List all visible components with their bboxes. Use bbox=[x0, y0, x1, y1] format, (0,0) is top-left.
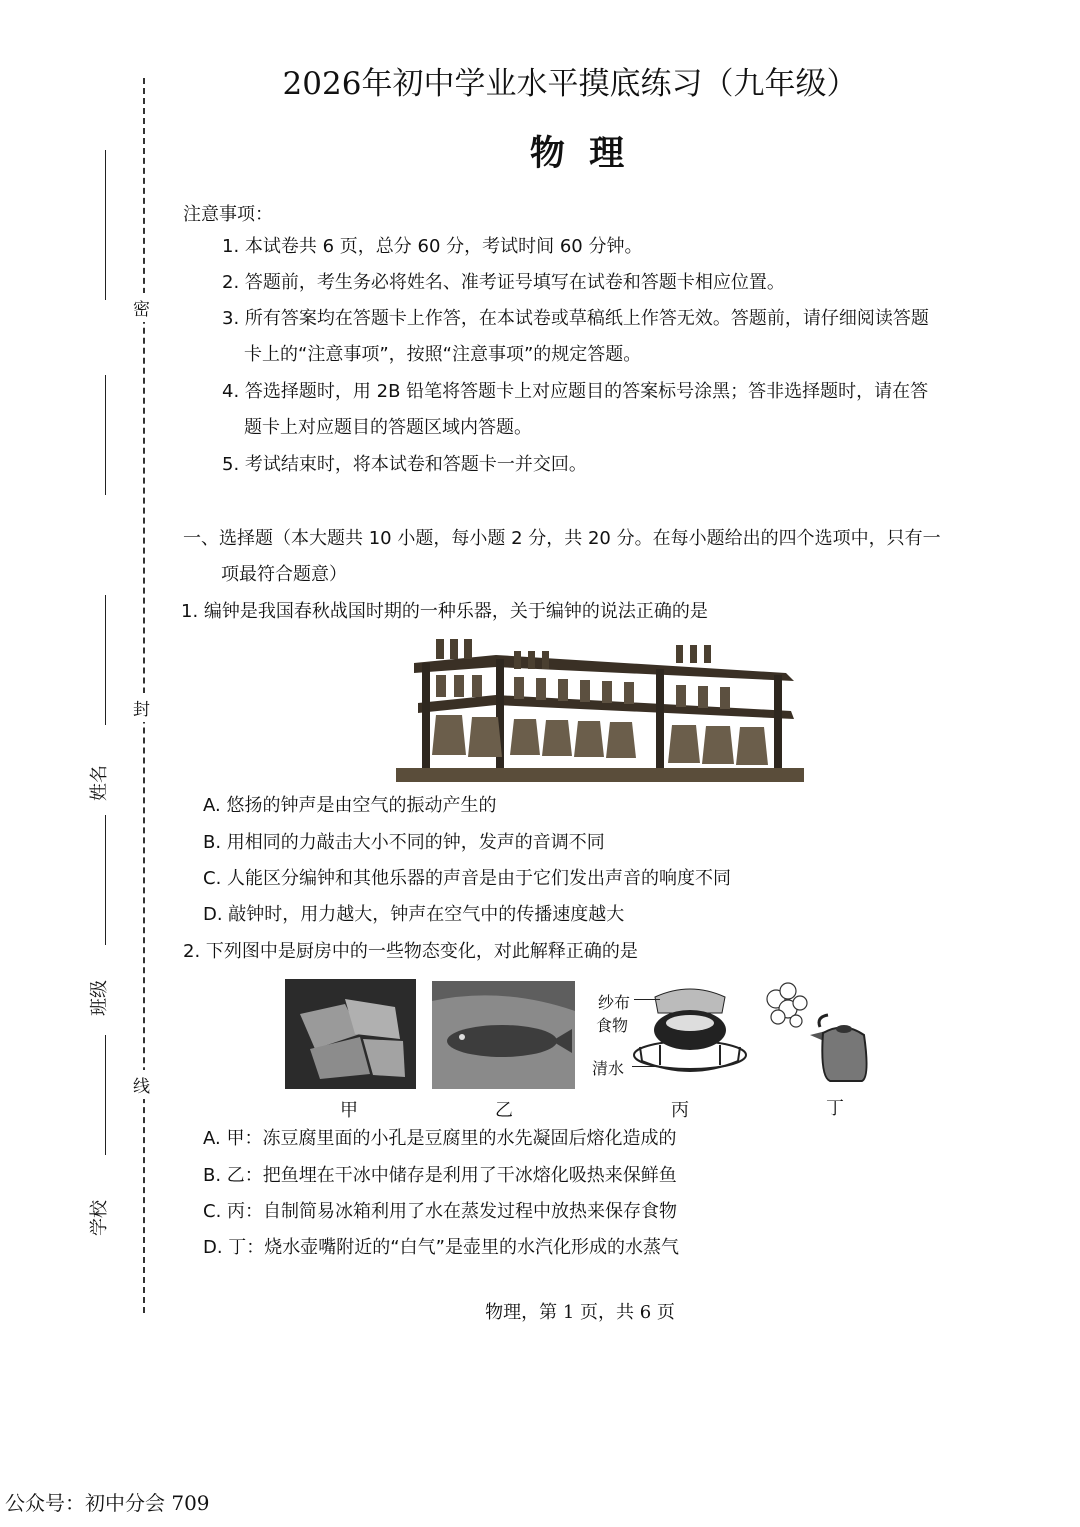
callout-line bbox=[634, 999, 660, 1000]
figure-yi-fish-dry-ice bbox=[432, 981, 575, 1089]
question-1-option-c: C. 人能区分编钟和其他乐器的声音是由于它们发出声音的响度不同 bbox=[203, 868, 732, 889]
callout-food: 食物 bbox=[596, 1016, 629, 1035]
question-1-option-a: A. 悠扬的钟声是由空气的振动产生的 bbox=[203, 795, 497, 816]
callout-water: 清水 bbox=[592, 1059, 625, 1078]
page-footer: 物理，第 1 页，共 6 页 bbox=[485, 1302, 675, 1323]
note-item: 4. 答选择题时，用 2B 铅笔将答题卡上对应题目的答案标号涂黑；答非选择题时，请在答 bbox=[222, 381, 929, 402]
field-label-school: 学校 bbox=[89, 1200, 110, 1236]
note-item: 1. 本试卷共 6 页，总分 60 分，考试时间 60 分钟。 bbox=[222, 236, 643, 257]
note-item: 3. 所有答案均在答题卡上作答，在本试卷或草稿纸上作答无效。答题前，请仔细阅读答题 bbox=[222, 308, 929, 329]
watermark-text: 公众号：初中分会 709 bbox=[5, 1491, 210, 1515]
seal-char-xian: 线 bbox=[133, 1070, 150, 1099]
question-2-option-d: D. 丁：烧水壶嘴附近的“白气”是壶里的水汽化形成的水蒸气 bbox=[203, 1237, 679, 1258]
section-heading-line: 项最符合题意） bbox=[221, 564, 347, 585]
field-line bbox=[105, 1035, 106, 1155]
note-item: 2. 答题前，考生务必将姓名、准考证号填写在试卷和答题卡相应位置。 bbox=[222, 272, 785, 293]
question-2-option-a: A. 甲：冻豆腐里面的小孔是豆腐里的水先凝固后熔化造成的 bbox=[203, 1128, 677, 1149]
figure-label-ding: 丁 bbox=[826, 1098, 844, 1119]
figure-ding-kettle-steam bbox=[758, 977, 870, 1087]
field-label-name: 姓名 bbox=[89, 765, 110, 801]
question-2-option-c: C. 丙：自制简易冰箱利用了水在蒸发过程中放热来保存食物 bbox=[203, 1201, 678, 1222]
note-item: 5. 考试结束时，将本试卷和答题卡一并交回。 bbox=[222, 454, 587, 475]
figure-label-yi: 乙 bbox=[495, 1100, 513, 1121]
field-label-class: 班级 bbox=[89, 980, 110, 1016]
figure-label-jia: 甲 bbox=[340, 1100, 358, 1121]
note-item: 卡上的“注意事项”，按照“注意事项”的规定答题。 bbox=[244, 344, 642, 365]
exam-title: 2026年初中学业水平摸底练习（九年级） bbox=[282, 66, 858, 102]
figure-jia-frozen-tofu bbox=[285, 979, 416, 1089]
section-heading-line: 一、选择题（本大题共 10 小题，每小题 2 分，共 20 分。在每小题给出的四个选项中，只有一 bbox=[183, 528, 941, 549]
callout-line bbox=[632, 1066, 656, 1067]
question-2-option-b: B. 乙：把鱼埋在干冰中储存是利用了干冰熔化吸热来保鲜鱼 bbox=[203, 1165, 677, 1186]
callout-gauze: 纱布 bbox=[598, 993, 631, 1012]
figure-label-bing: 丙 bbox=[671, 1100, 689, 1121]
question-1-stem: 1. 编钟是我国春秋战国时期的一种乐器，关于编钟的说法正确的是 bbox=[181, 601, 708, 622]
figure-bing-simple-fridge bbox=[630, 985, 750, 1085]
field-line bbox=[105, 815, 106, 945]
seal-char-feng: 封 bbox=[133, 693, 150, 722]
question-1-option-b: B. 用相同的力敲击大小不同的钟，发声的音调不同 bbox=[203, 832, 605, 853]
subject-title: 物 理 bbox=[529, 134, 631, 174]
question-2-stem: 2. 下列图中是厨房中的一些物态变化，对此解释正确的是 bbox=[183, 941, 638, 962]
seal-char-mi: 密 bbox=[133, 293, 150, 322]
note-item: 题卡上对应题目的答题区域内答题。 bbox=[244, 417, 532, 438]
notes-heading: 注意事项： bbox=[183, 204, 273, 225]
field-line bbox=[105, 375, 106, 495]
section-heading bbox=[183, 521, 983, 593]
question-1-option-d: D. 敲钟时，用力越大，钟声在空气中的传播速度越大 bbox=[203, 904, 625, 925]
bianzhong-image bbox=[396, 633, 804, 783]
field-line bbox=[105, 595, 106, 725]
